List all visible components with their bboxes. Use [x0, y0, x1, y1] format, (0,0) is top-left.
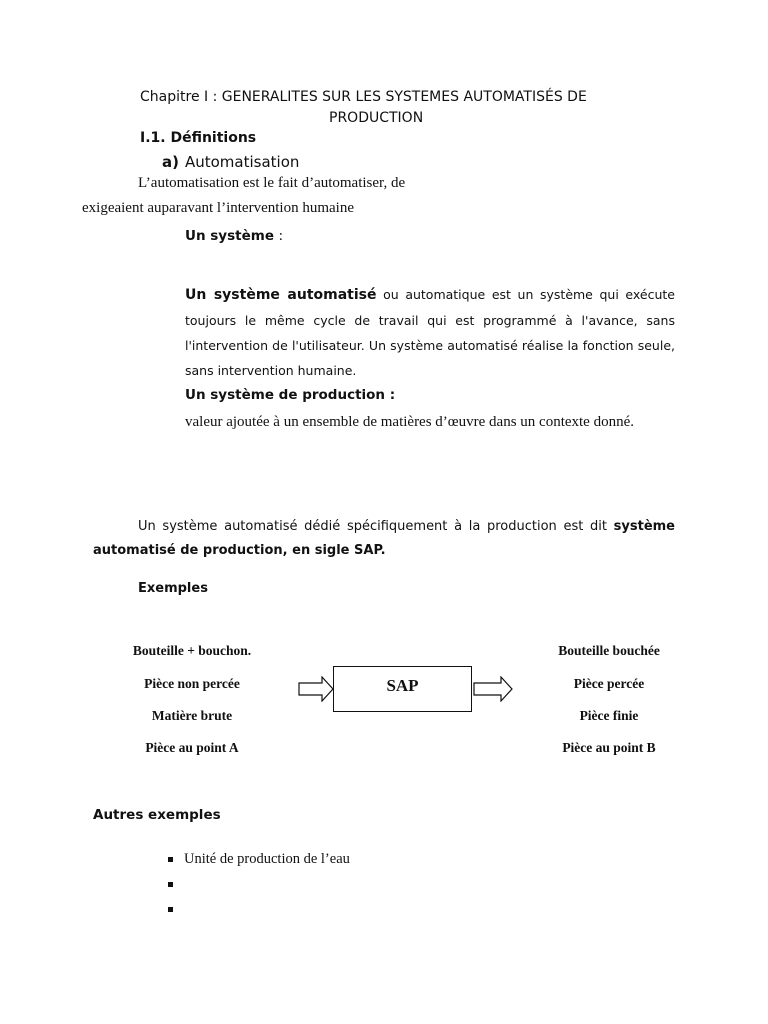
- output-arrow-icon: [473, 676, 513, 702]
- sap-definition-bold: système automatisé de production, en sigle SAP.: [93, 519, 675, 558]
- other-examples-heading: Autres exemples: [93, 807, 221, 823]
- subsection-title: [162, 153, 299, 171]
- subsection-letter: a): [162, 153, 179, 171]
- systeme-automatise-lead: Un système automatisé: [185, 287, 377, 303]
- bullet-icon: [168, 882, 173, 887]
- output-item: Bouteille bouchée: [558, 643, 660, 658]
- input-item: Pièce non percée: [144, 676, 240, 691]
- chapter-title-line1: Chapitre I : GENERALITES SUR LES SYSTEMES AUTOMATISÉS DE: [140, 89, 587, 105]
- output-item: Pièce finie: [579, 708, 639, 723]
- output-item: Pièce percée: [573, 676, 645, 691]
- systeme-production-heading: Un système de production :: [185, 387, 396, 403]
- input-arrow-icon: [298, 676, 334, 702]
- examples-heading: Exemples: [138, 581, 208, 596]
- output-item: Pièce au point B: [562, 740, 656, 755]
- list-item: Unité de production de l’eau: [184, 851, 350, 867]
- systeme-heading-label: Un système: [185, 228, 274, 244]
- sap-definition-paragraph: [93, 515, 675, 563]
- systeme-heading-colon: :: [278, 228, 283, 244]
- systeme-automatise-text: ou automatique est un système qui exécute toujours le même cycle de travail qui est programmé à l'avance, sans l'intervention de l'utilisateur. Un système automatisé réalise la fonction seule, sans intervention humaine.: [185, 287, 675, 378]
- systeme-automatise-paragraph: [185, 282, 675, 383]
- chapter-title-line2: PRODUCTION: [329, 110, 424, 126]
- input-item: Bouteille + bouchon.: [132, 643, 252, 658]
- section-title: I.1. Définitions: [140, 130, 257, 146]
- automatisation-line2: exigeaient auparavant l’intervention humaine: [82, 200, 354, 216]
- bullet-icon: [168, 857, 173, 862]
- input-item: Matière brute: [151, 708, 233, 723]
- automatisation-line1: L’automatisation est le fait d’automatiser, de: [138, 175, 406, 191]
- sap-definition-text: Un système automatisé dédié spécifiquement à la production est dit: [138, 519, 614, 534]
- sap-box-label: SAP: [386, 676, 419, 695]
- systeme-heading: [185, 228, 283, 245]
- input-item: Pièce au point A: [145, 740, 239, 755]
- subsection-label: Automatisation: [184, 153, 300, 171]
- bullet-icon: [168, 907, 173, 912]
- systeme-production-text: valeur ajoutée à un ensemble de matières d’œuvre dans un contexte donné.: [185, 414, 634, 430]
